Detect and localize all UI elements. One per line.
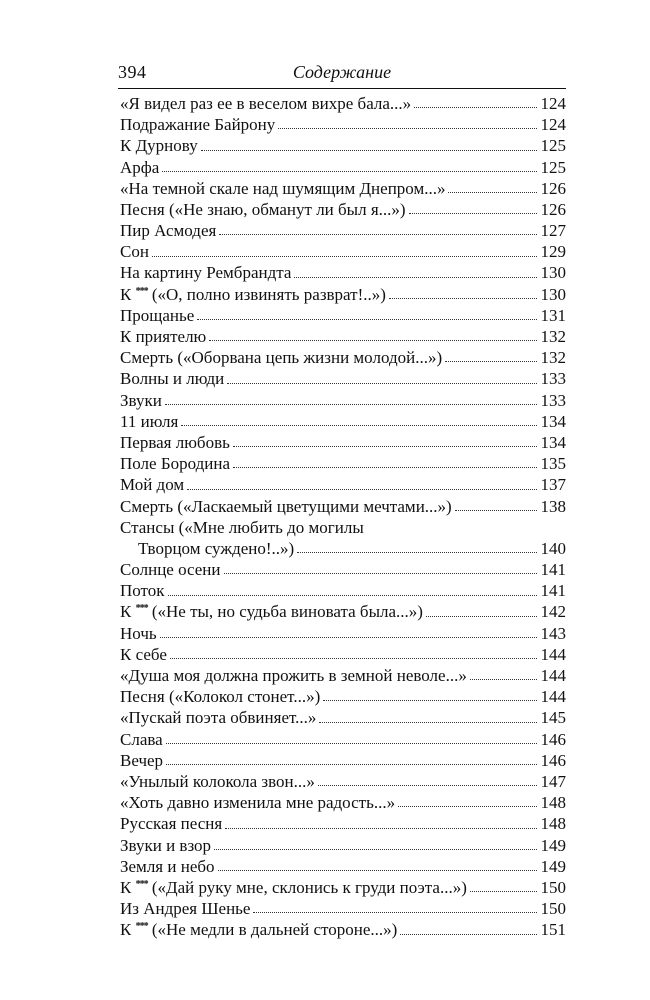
toc-entry-title — [120, 644, 167, 665]
title-text: Песня («Не знаю, обманут ли был я...») — [120, 199, 406, 219]
dot-leader — [233, 446, 537, 447]
toc-entry-page: 143 — [540, 623, 566, 643]
toc-entry-page: 130 — [540, 263, 566, 283]
toc-entry-title — [120, 220, 216, 241]
dot-leader — [214, 849, 537, 850]
toc-entry — [120, 432, 566, 453]
page-header — [118, 62, 566, 88]
dot-leader — [152, 256, 537, 257]
dot-leader — [225, 828, 537, 829]
dot-leader — [209, 340, 537, 341]
toc-entry-title — [120, 559, 221, 580]
toc-entry-title — [120, 665, 467, 686]
toc-entry — [120, 157, 566, 178]
title-text: Поток — [120, 581, 165, 601]
title-text: Песня («Колокол стонет...») — [120, 687, 321, 707]
toc-entry-page: 134 — [540, 411, 566, 431]
toc-entry-page: 144 — [540, 666, 566, 686]
toc-entry-page: 133 — [540, 390, 566, 410]
toc-entry-title — [120, 347, 442, 368]
toc-entry — [120, 93, 566, 114]
toc-entry — [120, 241, 566, 262]
dot-leader — [470, 891, 537, 892]
toc-entry-page: 133 — [540, 369, 566, 389]
toc-entry-title — [120, 135, 198, 156]
page-number: 394 — [118, 62, 147, 82]
title-text: Смерть («Ласкаемый цветущими мечтами...») — [120, 496, 452, 516]
dot-leader — [233, 467, 537, 468]
toc-entry-title — [120, 813, 222, 834]
toc-entry-page: 150 — [540, 899, 566, 919]
toc-entry-page: 146 — [540, 750, 566, 770]
dot-leader — [448, 192, 537, 193]
title-text: «Унылый колокола звон...» — [120, 771, 315, 791]
toc-entry-page: 146 — [540, 729, 566, 749]
asterisks: *** — [135, 921, 148, 933]
toc-entry-page: 149 — [540, 835, 566, 855]
title-text: («Дай руку мне, склонись к груди поэта...») — [151, 877, 467, 897]
dot-leader — [166, 743, 537, 744]
toc-entry-title — [120, 432, 230, 453]
dot-leader — [398, 806, 537, 807]
toc-entry-title — [120, 157, 159, 178]
toc-entry-title — [120, 598, 423, 622]
toc-entry — [120, 559, 566, 580]
dot-leader — [187, 489, 537, 490]
table-of-contents — [120, 93, 566, 941]
title-text: Арфа — [120, 157, 160, 177]
toc-entry-page: 125 — [540, 136, 566, 156]
dot-leader — [278, 128, 537, 129]
title-text: («Не медли в дальней стороне...») — [151, 920, 398, 940]
asterisks: *** — [135, 285, 148, 297]
title-text: Ночь — [120, 623, 157, 643]
dot-leader — [253, 912, 537, 913]
title-continuation: Творцом суждено!..») — [138, 538, 295, 558]
dot-leader — [168, 595, 537, 596]
toc-entry — [120, 877, 566, 898]
toc-entry — [120, 496, 566, 517]
toc-entry-page: 150 — [540, 877, 566, 897]
toc-entry-page: 127 — [540, 221, 566, 241]
toc-entry-title — [120, 326, 206, 347]
dot-leader — [166, 764, 537, 765]
toc-entry-title — [120, 411, 178, 432]
dot-leader — [181, 425, 537, 426]
toc-entry-title — [120, 474, 184, 495]
toc-entry-page: 124 — [540, 93, 566, 113]
dot-leader — [165, 404, 537, 405]
toc-entry-page: 148 — [540, 793, 566, 813]
toc-entry-title — [120, 368, 224, 389]
toc-entry — [120, 305, 566, 326]
toc-entry — [120, 453, 566, 474]
title-text: Первая любовь — [120, 432, 230, 452]
dot-leader — [414, 107, 537, 108]
toc-entry — [120, 792, 566, 813]
toc-entry-page: 140 — [540, 538, 566, 558]
addressee-prefix: К — [120, 602, 132, 622]
toc-entry-title — [120, 199, 406, 220]
title-text: Мой дом — [120, 475, 185, 495]
dot-leader — [389, 298, 537, 299]
toc-entry — [120, 813, 566, 834]
title-text: Солнце осени — [120, 560, 221, 580]
toc-entry-title — [120, 281, 386, 305]
toc-entry-page: 141 — [540, 560, 566, 580]
toc-entry — [120, 835, 566, 856]
toc-entry-title — [120, 114, 275, 135]
toc-entry — [120, 602, 566, 623]
title-text: На картину Рембрандта — [120, 263, 292, 283]
toc-entry — [120, 284, 566, 305]
title-text: К Дурнову — [120, 136, 198, 156]
toc-entry-title — [120, 496, 452, 517]
title-text: Русская песня — [120, 814, 223, 834]
toc-entry-title — [120, 390, 162, 411]
title-text: Пир Асмодея — [120, 221, 217, 241]
toc-entry — [120, 474, 566, 495]
toc-entry — [120, 326, 566, 347]
dot-leader — [319, 722, 537, 723]
addressee-prefix: К — [120, 284, 132, 304]
dot-leader — [197, 319, 537, 320]
toc-entry — [120, 538, 566, 559]
title-text: «На темной скале над шумящим Днепром...» — [120, 178, 446, 198]
toc-entry-page: 141 — [540, 581, 566, 601]
title-text: Из Андрея Шенье — [120, 899, 251, 919]
dot-leader — [426, 616, 537, 617]
title-text: 11 июля — [120, 411, 179, 431]
toc-entry-title — [120, 792, 395, 813]
toc-entry — [120, 623, 566, 644]
title-text: Земля и небо — [120, 856, 215, 876]
toc-entry-title — [120, 835, 211, 856]
dot-leader — [162, 171, 537, 172]
toc-entry — [120, 729, 566, 750]
toc-entry — [120, 771, 566, 792]
toc-entry-page: 135 — [540, 454, 566, 474]
toc-entry — [120, 368, 566, 389]
toc-entry-page: 142 — [540, 602, 566, 622]
toc-entry-title — [120, 93, 411, 114]
toc-entry — [120, 199, 566, 220]
dot-leader — [219, 234, 537, 235]
title-text: «Пускай поэта обвиняет...» — [120, 708, 317, 728]
toc-entry — [120, 220, 566, 241]
toc-entry-page: 137 — [540, 475, 566, 495]
toc-entry-page: 132 — [540, 327, 566, 347]
toc-entry — [120, 750, 566, 771]
toc-entry-page: 134 — [540, 432, 566, 452]
title-text: Волны и люди — [120, 369, 225, 389]
toc-entry-page: 147 — [540, 771, 566, 791]
toc-entry-title — [120, 729, 163, 750]
title-text: «Душа моя должна прожить в земной неволе...» — [120, 666, 467, 686]
toc-entry-title — [120, 305, 194, 326]
title-text: Вечер — [120, 750, 164, 770]
title-text: Сон — [120, 242, 149, 262]
dot-leader — [297, 552, 537, 553]
toc-entry-page: 149 — [540, 856, 566, 876]
dot-leader — [201, 150, 537, 151]
toc-entry-title — [120, 707, 316, 728]
title-text: Звуки — [120, 390, 162, 410]
asterisks: *** — [135, 878, 148, 890]
title-text: К себе — [120, 644, 167, 664]
toc-entry-title — [120, 518, 364, 537]
toc-entry — [120, 135, 566, 156]
toc-entry — [120, 411, 566, 432]
dot-leader — [455, 510, 537, 511]
dot-leader — [445, 361, 537, 362]
toc-entry-page: 145 — [540, 708, 566, 728]
title-text: К приятелю — [120, 327, 207, 347]
toc-entry-page: 148 — [540, 814, 566, 834]
title-text: Стансы («Мне любить до могилы — [120, 517, 364, 537]
dot-leader — [323, 700, 537, 701]
toc-entry-title — [120, 916, 397, 940]
toc-entry — [120, 390, 566, 411]
asterisks: *** — [135, 603, 148, 615]
toc-entry — [120, 517, 566, 538]
toc-entry-title — [120, 771, 315, 792]
dot-leader — [400, 934, 537, 935]
toc-entry-page: 126 — [540, 199, 566, 219]
dot-leader — [227, 383, 537, 384]
toc-entry — [120, 178, 566, 199]
toc-entry-title — [120, 241, 149, 262]
toc-entry — [120, 114, 566, 135]
title-text: «Хоть давно изменила мне радость...» — [120, 793, 396, 813]
dot-leader — [294, 277, 537, 278]
toc-entry-title — [138, 538, 294, 559]
toc-entry-page: 144 — [540, 644, 566, 664]
title-text: «Я видел раз ее в веселом вихре бала...» — [120, 93, 412, 113]
toc-entry-page: 132 — [540, 348, 566, 368]
toc-entry — [120, 919, 566, 940]
toc-entry — [120, 665, 566, 686]
title-text: Поле Бородина — [120, 454, 230, 474]
dot-leader — [218, 870, 537, 871]
dot-leader — [318, 785, 537, 786]
toc-entry — [120, 707, 566, 728]
toc-entry-title — [120, 623, 157, 644]
addressee-prefix: К — [120, 920, 132, 940]
title-text: Подражание Байрону — [120, 115, 276, 135]
title-text: Смерть («Оборвана цепь жизни молодой...») — [120, 348, 443, 368]
toc-entry-page: 125 — [540, 157, 566, 177]
title-text: («Не ты, но судьба виновата была...») — [151, 602, 423, 622]
dot-leader — [409, 213, 537, 214]
toc-entry-title — [120, 874, 467, 898]
header-rule — [118, 88, 566, 89]
toc-entry-title — [120, 750, 163, 771]
title-text: Прощанье — [120, 305, 195, 325]
toc-entry-page: 124 — [540, 115, 566, 135]
title-text: Звуки и взор — [120, 835, 212, 855]
dot-leader — [224, 573, 537, 574]
addressee-prefix: К — [120, 877, 132, 897]
dot-leader — [170, 658, 537, 659]
toc-entry-page: 126 — [540, 178, 566, 198]
toc-entry-title — [120, 686, 320, 707]
toc-entry-title — [120, 453, 230, 474]
dot-leader — [470, 679, 537, 680]
toc-entry-page: 129 — [540, 242, 566, 262]
toc-entry-page: 130 — [540, 284, 566, 304]
running-title: Содержание — [292, 62, 392, 82]
toc-entry — [120, 686, 566, 707]
toc-entry-page: 138 — [540, 496, 566, 516]
dot-leader — [160, 637, 537, 638]
toc-entry-page: 151 — [540, 920, 566, 940]
toc-entry — [120, 644, 566, 665]
toc-entry-page: 144 — [540, 687, 566, 707]
toc-entry — [120, 347, 566, 368]
title-text: («О, полно извинять разврат!..») — [151, 284, 386, 304]
toc-entry-page: 131 — [540, 305, 566, 325]
title-text: Слава — [120, 729, 163, 749]
toc-entry-title — [120, 178, 445, 199]
